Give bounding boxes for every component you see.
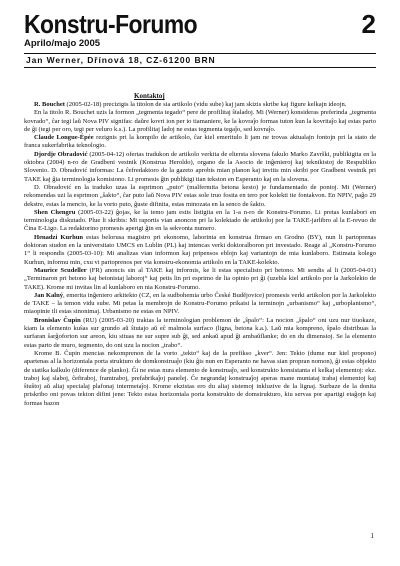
masthead — [24, 8, 376, 68]
paragraph — [24, 317, 376, 350]
paragraph — [24, 350, 376, 408]
issue-number: 2 — [361, 9, 376, 39]
contact-name: Djordje Obradović — [34, 150, 88, 158]
paragraph-text: (RU) (2005-03-20) traktas la terminologian problemon de „ŝpalo“: La nocion „ŝpalo“ oni uzu nur tiuokaze, kiam la elemento kuŝas sur grundo aŭ ŝtutajo aŭ eĉ malmola surfaco (ligna, betona k.a.). Laŭ mia kompreno, ŝpalo distribuas la surfaran ŝarĝoforton sur areon, kiu situas ne sur supre sub ĝi, sed ankaŭ apud ĝi ambaŭflanke; do en du dimensioj. Se la elemento estas parto de muro, tegmento, do oni uzu la nocion „trabo“. — [24, 316, 376, 349]
paragraph-text: (2005-04-12) ofertas tradukon de artikolo verkita de eltersta slovena fakulo Marko Završki, publikigita en la oktobra (2004) n-ro de Gradbeni vestnik (Konstrua Heroldo), organo de la Asocio de inĝenieroj kaj teknikistoj de Respubliko Slovenio. D. Obradović informas: La ĉefredaktoro de la gazeto aprobis mian planon kaj invitis min skribi por Gradbeni vestnik pri TAKE kaj ĝia terminologia komisiono. Li promesis ĝin publikigi tian tekston en Esperanto kaj en la slovena. — [24, 150, 376, 183]
paragraph — [24, 184, 376, 209]
newsletter-title: Konstru-Forumo — [24, 9, 198, 39]
contact-name: Jan Kalný — [34, 291, 64, 299]
paragraph — [24, 234, 376, 267]
paragraph-text: (2005-03-22) ĝojas, ke la temo jam estis listigita en la 1-a n-ro de Konstru-Forumo. Li pretas kunlabori en terminologia diskutado. Plue li skribis: Mi raportis vian anoncon pri la kolektado de artikoloj por la TAKE-jarlibro al la E-revuo de Ĉina E-Ligo. La redaktorino promesis aperigi ĝin en la sekvonta numero. — [24, 208, 376, 233]
page-number: 1 — [370, 532, 374, 540]
paragraph-text: (2005-02-18) precizigis la titolon de sia artikolo (vidu sube) kaj jam skizis skribe kaj figure kelkajn ideojn. — [64, 101, 347, 108]
paragraph — [24, 109, 376, 134]
contact-name: Claude Longue-Épée — [34, 134, 94, 142]
paragraph — [24, 134, 376, 151]
paragraph-list — [24, 101, 376, 408]
paragraph-text: D. Obradović en la traduko uzas la esprimon „puto“ (malfermita betona kesto) je fundamentado de pontoj. Mi (Werner) rekomendas uzi la esprimon „ŝakto“, ĉar puto laŭ Nova PIV estas sole truo fosita en tero por kolekti tie fontakvon. En NPIV, paĝo 29 dekstre, estas la mencio, ke la vorto puto, ĝuste difinita, estas minozata en la senco de ŝakto. — [24, 183, 376, 208]
paragraph-text: rezignis pri la kompilo de artikolo, ĉar kiel emeritulo li jam ne trovas aktualajn fontojn pri la stato de franca sukerfabrika teknologio. — [24, 134, 376, 150]
paragraph-text: Krome B. Ĉupin mencias nekomprenon de la vorto „tekto“ kaj de la prefikso „kver“. Jen: Tekto (dume nur kiel propono) apartenas al la horizontala porta strukturo de domkonstruaĵo (kiu ĝis nun en Esperanto ne havas sian propran nomon), ĝi estas objekto de statika kalkulo (diference de planko). Ĝi ne estas nura elemento de konstruaĵo, sed konstrukto konsistanta el kelkaj elementoj: ekz. traboj kaj slaboj, ĉeftraboj, framtraboj, prefabrikaĵoj panelej. Ĉe negrandaj konstruaĵoj aperas mane muntataj trabaj elementoj kaj ŝtuŝtoj aŭ aliaj specialaj plafonaj intermetaĵoj. Krome ekzistas ero du aliaj sistemoj inkluzive de la lignaj. Surbaze de la donita priskribo oni povas tekton difini jene: Tekto estas horizontala porta konstrukto de domstrukturo, kiu servas por apartigi etaĝojn kaj formas bazon — [24, 349, 376, 407]
issue-date: Aprilo/majo 2005 — [24, 38, 101, 49]
paragraph — [24, 209, 376, 234]
article-body — [24, 92, 376, 408]
paragraph — [24, 101, 376, 109]
paragraph-text: , emerita inĝeniero arkitekto (CZ, en la sudbohemia urbo České Budějovice) promesis verki artikolon por la Jarkolekto de TAKE – la temon vidu sube. Mi petas la membrojn de Konstru-Forumo prikaisi la terminojn „urbanismo“ kaj „urboplanismo“, miaopinie ili estas sinonimaj. Urbanismo ne estas en NPIV. — [24, 291, 376, 316]
contact-name: Henadzi Kurhun — [34, 233, 83, 241]
contact-name: Maurice Scudeller — [34, 266, 87, 274]
section-title: Kontaktoj — [134, 92, 165, 100]
paragraph — [24, 151, 376, 184]
contact-name: Shen Chengru — [34, 208, 76, 216]
paragraph — [24, 267, 376, 292]
paragraph-text: estas belorusa magistro pri ekonomo, laborinta en konstrua firmao en Grodno (BY), nun li partoprenas doktoran studon en la universitato UMCS en Lublin (PL) kaj intencas verki doktoralboron pri investado. Reage al „Konstru-Forumo 1“ li respondis (2005-03-10): Mi analizas vian informon kaj pripensos eblojn kaj variantojn de mia kunlaboro. Estimata kolego Kurhun, informu min, cxu vi partoprenos per via konstru-ekonomia artikolo en la TAKE-kolekto. — [24, 233, 377, 266]
paragraph — [24, 292, 376, 317]
contact-name: R. Bouchet — [34, 101, 65, 108]
contact-name: Bronislav Ĉupin — [34, 316, 81, 324]
editor-address-bar: Jan Werner, Dřínová 18, CZ-61200 BRN — [24, 53, 376, 68]
paragraph-text: (FR) anoncis sin al TAKE kaj informis, ke li estas specialisto pri betono. Mi sendis al li (2005-04-01) „Terminaron pri betono kaj betonistaj laboroj“ kaj petis lin pri esprimo de lia opinio pri ĝi (uzebla kiel artikolo por la Jarkolekto de TAKE). Krome mi invitas lin al kunlaboro en nia Konstru-Forumo. — [24, 266, 377, 291]
paragraph-text: En la titolo R. Bouchet uzis la formon „tegmenta tegado“ pere de profilitaj ŝtaladoj. Mi (Werner) konsideras preferinda „tegmenta kovrado“, ĉar tegi laŭ Nova PIV signifas: daŭre kovri ion per io tiamaniere, ke la kovraĵo formas tuton kun la kovritaĵo kaj estas parto de ĝi (tegi per oro, tegi per veluro k.s.). La profilitaj ladoj ne estas tegmenta tegaĵo, sed kovraĵo. — [24, 109, 376, 133]
